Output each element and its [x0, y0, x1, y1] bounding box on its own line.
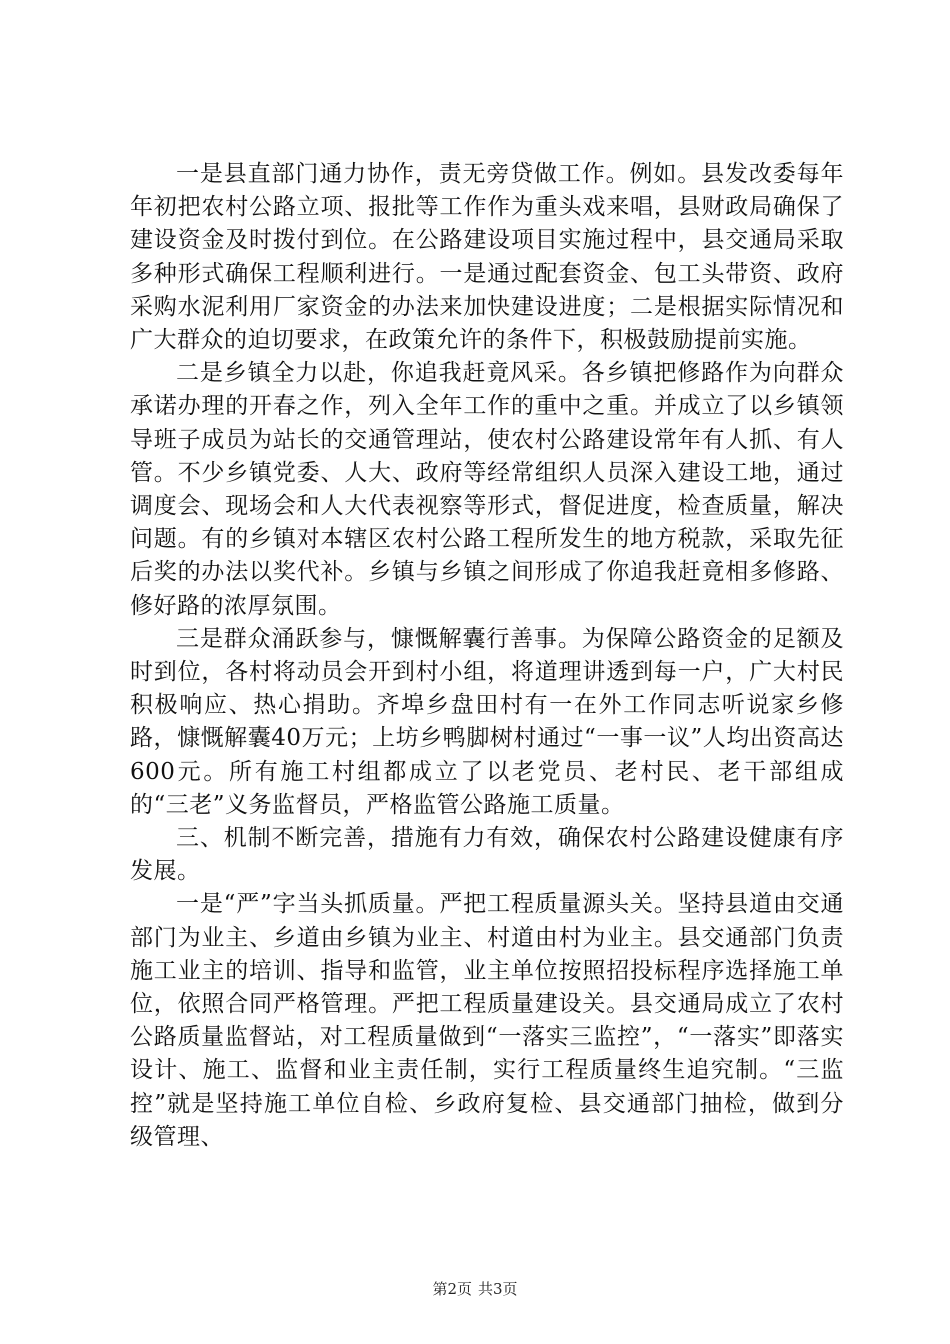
page-total: 共3页 — [478, 1280, 518, 1298]
page-footer — [0, 1279, 950, 1299]
paragraph-4: 三、机制不断完善，措施有力有效，确保农村公路建设健康有序发展。 — [130, 825, 844, 885]
paragraph-1: 一是县直部门通力协作，责无旁贷做工作。例如。县发改委每年年初把农村公路立项、报批等工作作为重头戏来唱，县财政局确保了建设资金及时拨付到位。在公路建设项目实施过程中，县交通局采取多种形式确保工程顺利进行。一是通过配套资金、包工头带资、政府采购水泥利用厂家资金的办法来加快建设进度；二是根据实际情况和广大群众的迫切要求，在政策允许的条件下，积极鼓励提前实施。 — [130, 161, 844, 354]
page-number: 第2页 — [432, 1280, 472, 1298]
document-body — [130, 158, 844, 1154]
paragraph-5: 一是“严”字当头抓质量。严把工程质量源头关。坚持县道由交通部门为业主、乡道由乡镇为业主、村道由村为业主。县交通部门负责施工业主的培训、指导和监管，业主单位按照招投标程序选择施工单位，依照合同严格管理。严把工程质量建设关。县交通局成立了农村公路质量监督站，对工程质量做到“一落实三监控”，“一落实”即落实设计、施工、监督和业主责任制，实行工程质量终生追究制。“三监控”就是坚持施工单位自检、乡政府复检、县交通部门抽检，做到分级管理、 — [130, 891, 844, 1150]
paragraph-3: 三是群众涌跃参与，慷慨解囊行善事。为保障公路资金的足额及时到位，各村将动员会开到村小组，将道理讲透到每一户，广大村民积极响应、热心捐助。齐埠乡盘田村有一在外工作同志听说家乡修路，慷慨解囊40万元；上坊乡鸭脚树村通过“一事一议”人均出资高达600元。所有施工村组都成立了以老党员、老村民、老干部组成的“三老”义务监督员，严格监管公路施工质量。 — [130, 625, 844, 818]
paragraph-2: 二是乡镇全力以赴，你追我赶竟风采。各乡镇把修路作为向群众承诺办理的开春之作，列入全年工作的重中之重。并成立了以乡镇领导班子成员为站长的交通管理站，使农村公路建设常年有人抓、有人管。不少乡镇党委、人大、政府等经常组织人员深入建设工地，通过调度会、现场会和人大代表视察等形式，督促进度，检查质量，解决问题。有的乡镇对本辖区农村公路工程所发生的地方税款，采取先征后奖的办法以奖代补。乡镇与乡镇之间形成了你追我赶竟相多修路、修好路的浓厚氛围。 — [130, 360, 844, 619]
